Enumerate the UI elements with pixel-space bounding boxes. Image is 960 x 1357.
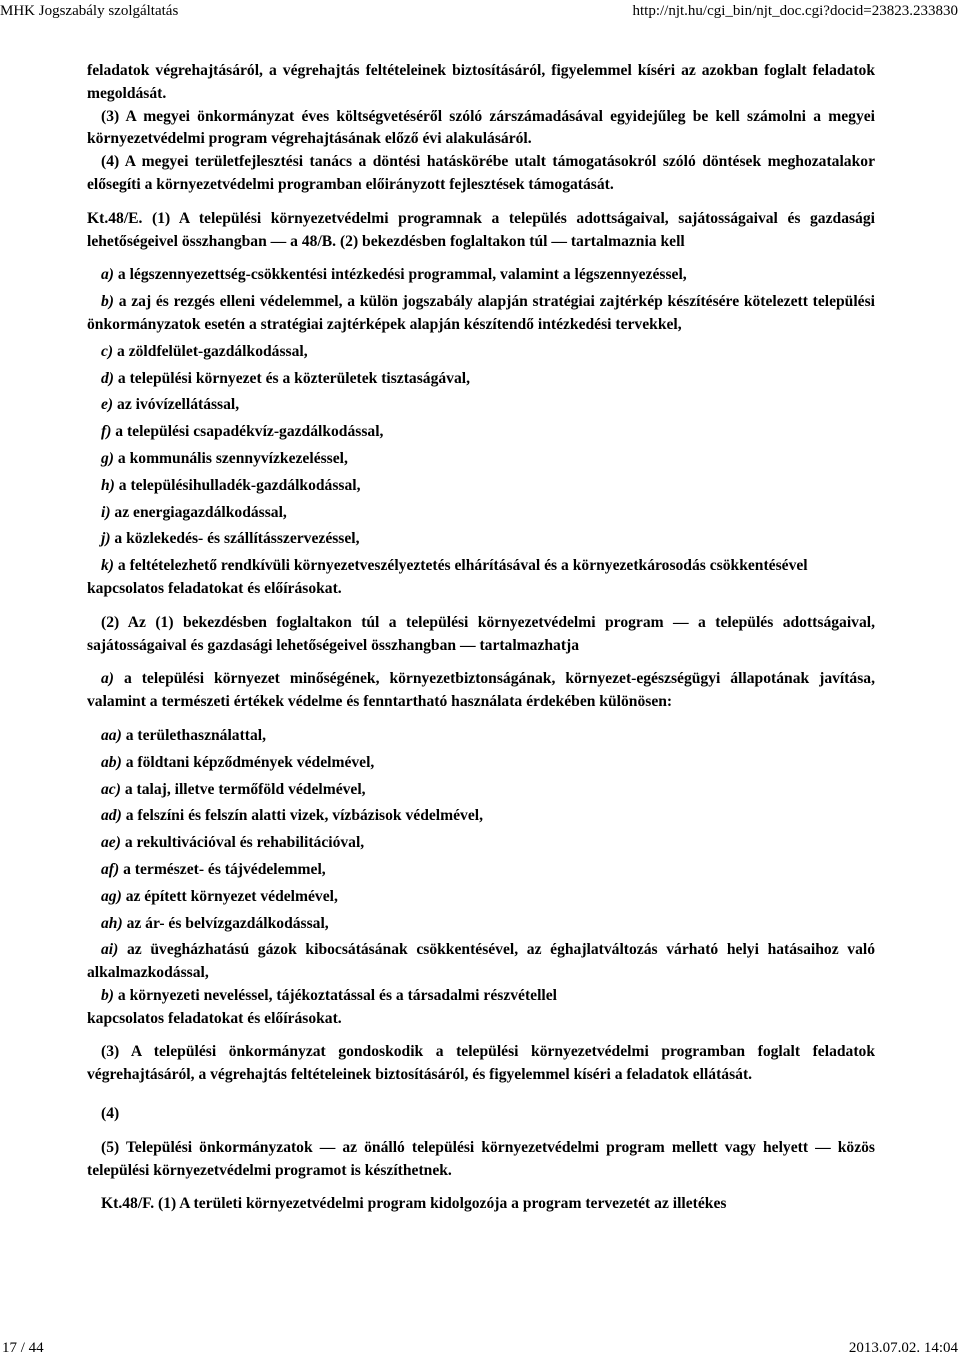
item-text: a zöldfelület-gazdálkodással, [113,342,308,360]
item-key: i) [101,503,111,521]
header-source: MHK Jogszabály szolgáltatás [0,3,179,19]
item-text: a települési környezet minőségének, környezetbiztonságának, környezet-egészségügyi állapotának javítása, valamint a természeti értékek védelme és fenntartható használata érdekében különösen: [87,670,875,711]
item-text: a feltételezhető rendkívüli környezetveszélyeztetés elhárításával és a környezetkárosodás csökkentésével [114,557,808,575]
list-item [87,368,875,391]
item-text: a kommunális szennyvízkezeléssel, [114,449,348,467]
item-key: ah) [101,914,123,932]
paragraph: feladatok végrehajtásáról, a végrehajtás feltételeinek biztosításáról, figyelemmel kíséri az azokban foglalt feladatok megoldását. [87,62,875,102]
section-kt48e: Kt.48/E. (1) A települési környezetvédelmi programnak a település adottságaival, sajátosságaival és gazdasági lehetőségeivel összhangban — a 48/B. (2) bekezdésben foglaltakon túl — tartalmaznia kell [87,209,875,250]
document-body [87,60,875,1216]
list-item [87,264,875,287]
item-key: ae) [101,834,121,852]
requirement-list [87,264,875,578]
item-text: az energiagazdálkodással, [110,503,287,521]
paragraph: (2) Az (1) bekezdésben foglaltakon túl a települési környezetvédelmi program — a település adottságaival, sajátosságaival és gazdasági lehetőségeivel összhangban — tartalmazhatja [87,613,875,654]
paragraph: (5) Települési önkormányzatok — az önálló települési környezetvédelmi program mellett vagy helyett — közös települési környezetvédelmi programot is készíthetnek. [87,1138,875,1179]
paragraph: (3) A megyei önkormányzat éves költségvetéséről szóló zárszámadásával egyidejűleg be kell számolni a megyei környezetvédelmi program végrehajtásának előző évi alakulásáról. [87,107,875,148]
item-key: d) [101,369,114,387]
list-item [87,779,875,802]
item-key: b) [101,293,114,311]
list-item [87,291,875,337]
item-key: b) [101,986,114,1004]
list-item [87,939,875,985]
page-number: 17 / 44 [2,1340,44,1356]
item-text: a településihulladék-gazdálkodással, [114,476,361,494]
paragraph: (3) A települési önkormányzat gondoskodik a települési környezetvédelmi programban foglalt feladatok végrehajtásáról, a végrehajtás feltételeinek biztosításáról, és figyelemmel kíséri a feladatok ellátását. [87,1043,875,1084]
list-item [87,913,875,936]
item-key: af) [101,860,120,878]
list-item [87,555,875,578]
item-text: az ár- és belvízgazdálkodással, [122,914,329,932]
item-text: a közlekedés- és szállításszervezéssel, [110,530,360,548]
list-item [87,448,875,471]
item-text: a légszennyezettség-csökkentési intézkedési programmal, valamint a légszennyezéssel, [114,266,687,284]
list-item [87,985,875,1008]
item-text: a talaj, illetve termőföld védelmével, [120,780,366,798]
item-text: az épített környezet védelmével, [121,887,338,905]
list-item [87,859,875,882]
list-item [87,886,875,909]
header-url: http://njt.hu/cgi_bin/njt_doc.cgi?docid=23823.233830 [632,3,958,19]
list-item [87,668,875,714]
item-text: az üvegházhatású gázok kibocsátásának csökkentésével, az éghajlatváltozás várható helyi hatásaihoz való alkalmazkodással, [87,941,875,982]
item-text: a földtani képződmények védelmével, [121,753,375,771]
item-text: a környezeti neveléssel, tájékoztatással és a társadalmi részvétellel [114,986,557,1004]
item-key: ai) [101,941,119,959]
item-key: j) [101,530,111,548]
paragraph: (4) [101,1105,120,1123]
item-key: ab) [101,753,122,771]
list-item [87,394,875,417]
item-text: a felszíni és felszín alatti vizek, vízbázisok védelmével, [121,807,483,825]
list-item [87,341,875,364]
subitem-list [87,725,875,985]
list-item [87,528,875,551]
item-key: ac) [101,780,121,798]
paragraph: (4) A megyei területfejlesztési tanács a döntési hatáskörébe utalt támogatásokról szóló döntések meghozatalakor elősegíti a környezetvédelmi programban előirányzott fejlesztések támogatását. [87,153,875,193]
item-key: ag) [101,887,122,905]
paragraph: kapcsolatos feladatokat és előírásokat. [87,579,342,597]
item-text: a települési környezet és a közterületek tisztaságával, [114,369,470,387]
section-kt48f: Kt.48/F. (1) A területi környezetvédelmi program kidolgozója a program tervezetét az illetékes [101,1195,727,1213]
list-item [87,752,875,775]
item-text: a természet- és tájvédelemmel, [119,860,326,878]
list-item [87,421,875,444]
item-key: ad) [101,807,122,825]
list-item [87,502,875,525]
list-item [87,805,875,828]
item-key: c) [101,342,114,360]
print-datetime: 2013.07.02. 14:04 [848,1340,958,1356]
item-key: e) [101,396,114,414]
item-key: a) [101,266,114,284]
list-item [87,475,875,498]
item-text: az ivóvízellátással, [113,396,240,414]
item-text: a rekultivációval és rehabilitációval, [120,834,365,852]
item-text: a területhasználattal, [121,726,267,744]
item-key: aa) [101,726,122,744]
item-key: f) [101,423,112,441]
item-key: h) [101,476,115,494]
list-item [87,832,875,855]
item-key: a) [101,670,114,688]
list-item [87,725,875,748]
item-text: a zaj és rezgés elleni védelemmel, a külön jogszabály alapján stratégiai zajtérkép készítésére kötelezett települési önkormányzatok esetén a stratégiai zajtérképek alapján készítendő intézkedési tervekkel, [87,293,875,333]
item-key: g) [101,449,114,467]
paragraph: kapcsolatos feladatokat és előírásokat. [87,1009,342,1027]
item-key: k) [101,557,114,575]
item-text: a települési csapadékvíz-gazdálkodással, [111,423,384,441]
